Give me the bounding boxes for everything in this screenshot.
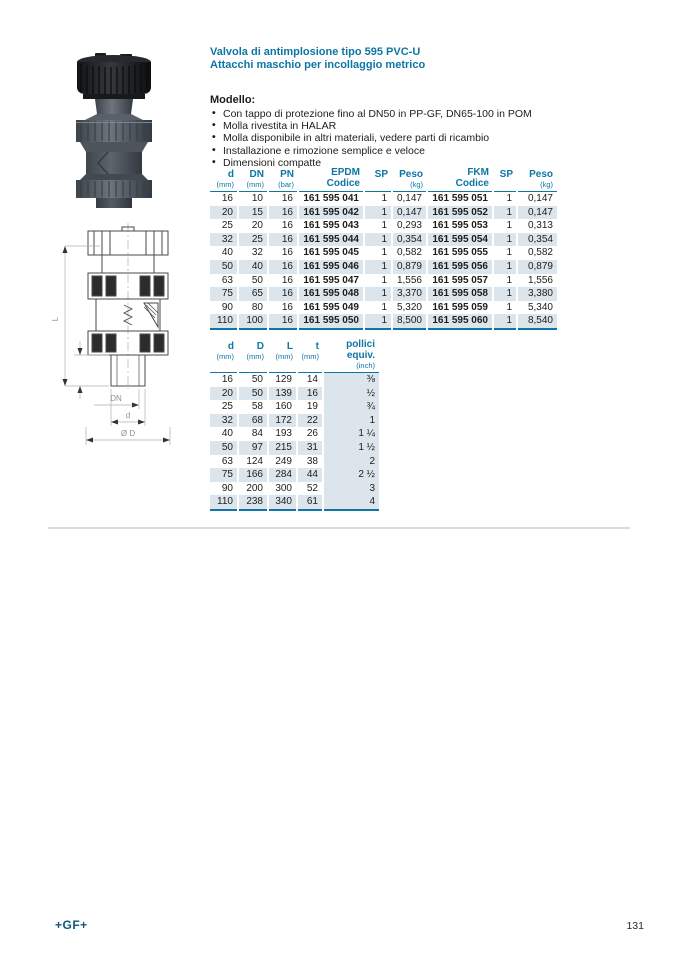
table-cell: 1,556 [527, 274, 553, 286]
title-line2: Attacchi maschio per incollaggio metrico [210, 59, 426, 71]
table-cell: 1 [364, 192, 392, 206]
table-cell: 1 [493, 314, 517, 329]
table-cell: 1 [493, 287, 517, 301]
feature-bullet: • Installazione e rimozione semplice e veloce [212, 145, 532, 157]
table-cell: 110 [210, 495, 238, 510]
table-cell: 0,293 [392, 219, 427, 233]
table-cell: 1 [364, 287, 392, 301]
column-header: Peso (kg) [392, 167, 427, 192]
table-cell: 0,354 [392, 233, 427, 247]
column-header: Peso (kg) [517, 167, 557, 192]
dim-label-DN: DN [110, 394, 122, 403]
column-header: t (mm) [297, 339, 323, 373]
table-cell: 16 [268, 314, 298, 329]
table-cell: 0,147 [392, 192, 427, 206]
table-cell: 1 [493, 301, 517, 315]
table-cell: 8,540 [517, 314, 557, 329]
table-cell: 0,879 [392, 260, 427, 274]
table-cell: 15 [238, 206, 268, 220]
table-cell: 161 595 055 [427, 246, 493, 260]
table-cell: 1 ¼ [323, 427, 379, 441]
footer-divider [48, 527, 630, 529]
table-cell: 97 [238, 441, 268, 455]
feature-bullet: • Dimensioni compatte [212, 157, 532, 169]
table-cell: 1 [364, 274, 392, 288]
table-cell: 32 [238, 246, 268, 260]
table-cell: 166 [238, 468, 268, 482]
table-cell: 20 [210, 387, 238, 401]
table-cell: 100 [238, 314, 268, 329]
table-cell: 19 [297, 400, 323, 414]
table-cell: 16 [268, 287, 298, 301]
table-cell: 0,582 [527, 247, 553, 259]
table-cell: 161 595 051 [427, 192, 493, 206]
table-row [210, 314, 557, 329]
table-cell: 0,313 [527, 220, 553, 232]
table-cell: 16 [268, 274, 298, 288]
table-row [210, 455, 379, 469]
table-row [210, 482, 379, 496]
table-cell: 124 [238, 455, 268, 469]
table-cell: 161 595 043 [298, 219, 364, 233]
table-cell: 161 595 053 [427, 219, 493, 233]
table-row [210, 427, 379, 441]
table-cell: 75 [210, 468, 238, 482]
gf-logo: +GF+ [55, 918, 88, 932]
table-cell: 3,380 [517, 287, 557, 301]
table-row [210, 414, 379, 428]
table-cell: 20 [238, 219, 268, 233]
table-cell: 16 [268, 192, 298, 206]
dim-label-D: Ø D [120, 429, 136, 438]
column-header: EPDM Codice [298, 167, 364, 192]
column-header: SP [493, 167, 517, 192]
table-cell: 1 [493, 274, 517, 288]
table-cell: 63 [210, 455, 238, 469]
dim-label-d: d [125, 411, 131, 420]
table-cell: 16 [268, 233, 298, 247]
table-cell: 16 [268, 301, 298, 315]
table-row [210, 192, 557, 206]
table-cell: 10 [238, 192, 268, 206]
table-cell: 0,147 [392, 206, 427, 220]
table-cell: 215 [268, 441, 297, 455]
feature-bullet: • Con tappo di protezione fino al DN50 in PP-GF, DN65-100 in POM [212, 108, 532, 120]
table-cell: 161 595 044 [298, 233, 364, 247]
dimensions-table-head [210, 339, 379, 373]
table-cell: 90 [210, 301, 238, 315]
table-cell: 300 [268, 482, 297, 496]
table-row [210, 400, 379, 414]
table-cell: 63 [210, 274, 238, 288]
table-cell: 16 [210, 373, 238, 387]
table-cell: 0,147 [517, 206, 557, 220]
table-row [210, 387, 379, 401]
table-cell: 50 [210, 260, 238, 274]
table-row [210, 373, 379, 387]
table-cell: 1 [493, 206, 517, 220]
table-cell: 161 595 048 [298, 287, 364, 301]
table-row [210, 219, 557, 233]
table-row [210, 260, 557, 274]
column-header: d (mm) [210, 339, 238, 373]
table-cell: 3,370 [392, 287, 427, 301]
table-cell: 161 595 049 [298, 301, 364, 315]
table-cell: 16 [268, 206, 298, 220]
table-cell: 50 [210, 441, 238, 455]
table-cell: 40 [210, 246, 238, 260]
table-cell: 8,500 [392, 314, 427, 329]
table-cell: 26 [297, 427, 323, 441]
table-cell: 1 ½ [323, 441, 379, 455]
table-cell: 3 [323, 482, 379, 496]
table-cell: 16 [268, 219, 298, 233]
table-cell: 110 [210, 314, 238, 329]
table-row [210, 287, 557, 301]
table-cell: 161 595 046 [298, 260, 364, 274]
table-cell: 1 [493, 192, 517, 206]
dim-label-L: L [51, 316, 60, 322]
table-cell: 249 [268, 455, 297, 469]
table-cell: 50 [238, 274, 268, 288]
product-photo [68, 52, 160, 208]
table-cell: 16 [210, 192, 238, 206]
table-cell: 32 [210, 414, 238, 428]
column-header: FKM Codice [427, 167, 493, 192]
dimensions-table-body [210, 373, 379, 510]
table-cell: 200 [238, 482, 268, 496]
column-header: d (mm) [210, 167, 238, 192]
title-line1: Valvola di antimplosione tipo 595 PVC-U [210, 46, 421, 58]
table-cell: 16 [297, 387, 323, 401]
table-cell: 16 [268, 246, 298, 260]
table-cell: 1 [493, 233, 517, 247]
table-cell: 61 [297, 495, 323, 510]
column-header: SP [364, 167, 392, 192]
table-cell: 25 [238, 233, 268, 247]
feature-bullet-list [212, 108, 532, 169]
table-cell: 1 [493, 246, 517, 260]
table-row [210, 233, 557, 247]
table-row [210, 468, 379, 482]
table-cell: 4 [323, 495, 379, 510]
table-row [210, 495, 379, 510]
table-cell: 22 [297, 414, 323, 428]
technical-drawing [36, 219, 186, 447]
table-cell: 161 595 047 [298, 274, 364, 288]
table-cell: 52 [297, 482, 323, 496]
table-row [210, 206, 557, 220]
column-header: PN (bar) [268, 167, 298, 192]
order-table [210, 167, 557, 330]
table-cell: 139 [268, 387, 297, 401]
table-cell: ½ [323, 387, 379, 401]
page-number: 131 [626, 920, 644, 932]
table-cell: 160 [268, 400, 297, 414]
table-cell: 68 [238, 414, 268, 428]
column-header: L (mm) [268, 339, 297, 373]
table-cell: 0,582 [392, 246, 427, 260]
table-cell: 1 [364, 206, 392, 220]
order-table-body [210, 192, 557, 329]
table-row [210, 246, 557, 260]
column-header: D (mm) [238, 339, 268, 373]
table-cell: 40 [238, 260, 268, 274]
table-cell: 90 [210, 482, 238, 496]
dimensions-table [210, 339, 379, 511]
table-cell: 161 595 054 [427, 233, 493, 247]
table-cell: 1 [364, 233, 392, 247]
table-cell: 1 [364, 301, 392, 315]
column-header: DN (mm) [238, 167, 268, 192]
table-cell: 58 [238, 400, 268, 414]
page-title [210, 46, 425, 72]
table-row [210, 301, 557, 315]
table-cell: 84 [238, 427, 268, 441]
table-cell: 129 [268, 373, 297, 387]
table-cell: 20 [210, 206, 238, 220]
table-cell: 75 [210, 287, 238, 301]
table-cell: 14 [297, 373, 323, 387]
table-cell: 80 [238, 301, 268, 315]
table-cell: 161 595 060 [427, 314, 493, 329]
table-cell: 161 595 045 [298, 246, 364, 260]
table-cell: 161 595 050 [298, 314, 364, 329]
table-cell: 340 [268, 495, 297, 510]
order-table-wrap [210, 167, 557, 330]
table-cell: 38 [297, 455, 323, 469]
table-cell: 50 [238, 373, 268, 387]
table-cell: 1 [493, 219, 517, 233]
table-cell: 161 595 042 [298, 206, 364, 220]
table-cell: 1,556 [392, 274, 427, 288]
table-cell: 25 [210, 400, 238, 414]
table-cell: 284 [268, 468, 297, 482]
table-cell: 1 [364, 246, 392, 260]
table-cell: 0,354 [517, 233, 557, 247]
dimensions-table-wrap [210, 339, 379, 511]
table-cell: 31 [297, 441, 323, 455]
table-cell: 5,340 [527, 301, 553, 313]
table-cell: ¾ [323, 400, 379, 414]
feature-bullet: • Molla rivestita in HALAR [212, 120, 532, 132]
order-table-head [210, 167, 557, 192]
table-cell: ⅜ [323, 373, 379, 387]
table-cell: 161 595 041 [298, 192, 364, 206]
table-cell: 161 595 052 [427, 206, 493, 220]
table-cell: 0,147 [527, 193, 553, 204]
table-cell: 50 [238, 387, 268, 401]
feature-bullet: • Molla disponibile in altri materiali, vedere parti di ricambio [212, 132, 532, 144]
table-cell: 161 595 057 [427, 274, 493, 288]
table-cell: 2 ½ [323, 468, 379, 482]
table-cell: 32 [210, 233, 238, 247]
table-cell: 2 [323, 455, 379, 469]
table-cell: 65 [238, 287, 268, 301]
table-cell: 238 [238, 495, 268, 510]
table-row [210, 441, 379, 455]
table-cell: 1 [364, 219, 392, 233]
table-cell: 161 595 059 [427, 301, 493, 315]
table-cell: 40 [210, 427, 238, 441]
table-cell: 25 [210, 219, 238, 233]
table-cell: 1 [493, 260, 517, 274]
table-cell: 16 [268, 260, 298, 274]
column-header: pollici equiv. (inch) [323, 339, 379, 373]
table-cell: 44 [297, 468, 323, 482]
model-label: Modello: [210, 94, 256, 106]
table-cell: 5,320 [392, 301, 427, 315]
table-cell: 161 595 058 [427, 287, 493, 301]
table-cell: 1 [364, 260, 392, 274]
table-cell: 1 [364, 314, 392, 329]
table-cell: 172 [268, 414, 297, 428]
table-row [210, 274, 557, 288]
table-cell: 161 595 056 [427, 260, 493, 274]
table-cell: 1 [323, 414, 379, 428]
table-cell: 193 [268, 427, 297, 441]
table-cell: 0,879 [517, 260, 557, 274]
